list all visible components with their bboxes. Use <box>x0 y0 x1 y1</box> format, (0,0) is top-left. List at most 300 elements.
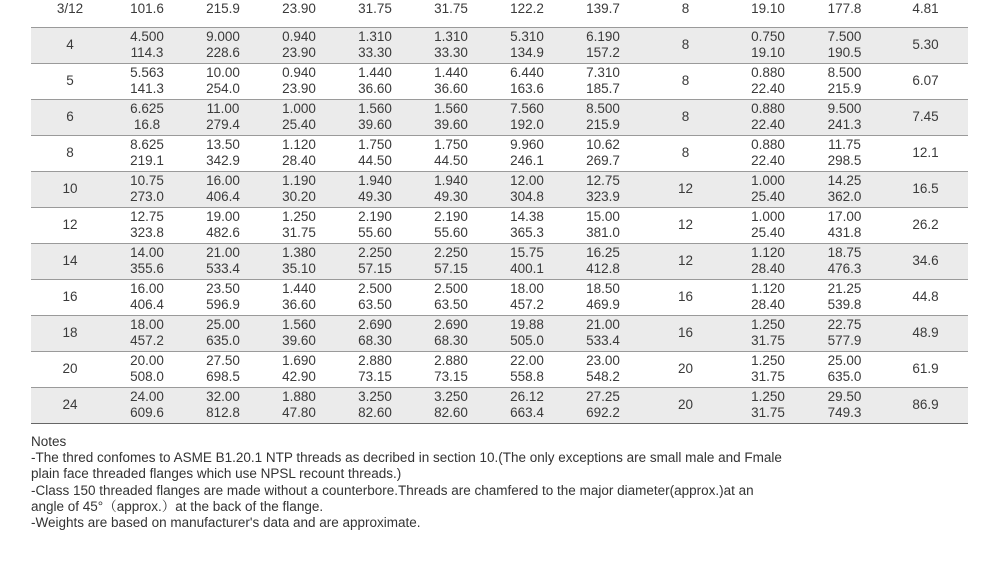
outside-diameter-pipe-cell <box>109 243 185 279</box>
value-mm: 25.40 <box>751 189 785 204</box>
weight-cell: 4.81 <box>883 0 968 27</box>
value-inch: 0.940 <box>282 65 316 80</box>
nominal-pipe-size-cell: 10 <box>31 171 109 207</box>
hub-length-cell <box>337 135 413 171</box>
nominal-pipe-size-cell: 5 <box>31 63 109 99</box>
hub-diameter-cell <box>489 351 565 387</box>
bolt-holes-count-cell: 12 <box>641 243 730 279</box>
value-inch: 1.690 <box>282 353 316 368</box>
raised-face-diameter-cell <box>565 171 641 207</box>
value-mm: 42.90 <box>282 369 316 384</box>
weight-cell: 5.30 <box>883 27 968 63</box>
value-inch: 122.2 <box>510 0 544 16</box>
value-mm: 215.9 <box>827 81 862 96</box>
value-inch: 1.250 <box>751 317 785 332</box>
value-inch: 14.25 <box>827 173 862 188</box>
value-inch: 2.500 <box>434 281 468 296</box>
value-mm: 431.8 <box>827 225 862 240</box>
nominal-pipe-size-cell: 3/12 <box>31 0 109 27</box>
nominal-pipe-size-cell: 18 <box>31 315 109 351</box>
value-inch: 1.940 <box>358 173 392 188</box>
bolt-holes-count-cell: 20 <box>641 387 730 423</box>
value-inch: 1.880 <box>282 389 316 404</box>
raised-face-diameter-cell <box>565 387 641 423</box>
value-inch: 1.380 <box>282 245 316 260</box>
hub-diameter-cell <box>489 279 565 315</box>
value-mm: 22.40 <box>751 117 785 132</box>
table-row <box>31 0 968 27</box>
value-inch: 1.940 <box>434 173 468 188</box>
value-inch: 3.250 <box>434 389 468 404</box>
value-mm: 508.0 <box>130 369 164 384</box>
table-row <box>31 243 968 279</box>
bolt-circle-diameter-cell <box>806 63 883 99</box>
weight-cell: 48.9 <box>883 315 968 351</box>
thread-length-cell <box>413 27 489 63</box>
bolt-circle-diameter-cell <box>806 171 883 207</box>
hub-diameter-cell <box>489 207 565 243</box>
value-inch: 2.880 <box>434 353 468 368</box>
value-inch: 1.120 <box>751 281 785 296</box>
bolt-holes-count-cell: 12 <box>641 171 730 207</box>
note-line: -The thred confomes to ASME B1.20.1 NTP threads as decribed in section 10.(The only exceptions are small male and Fmale <box>31 450 782 466</box>
value-mm: 812.8 <box>206 405 240 420</box>
outside-diameter-pipe-cell <box>109 0 185 27</box>
outside-diameter-pipe-cell <box>109 99 185 135</box>
value-mm: 381.0 <box>586 225 620 240</box>
bolt-circle-diameter-cell <box>806 243 883 279</box>
bolt-hole-diameter-cell <box>730 279 806 315</box>
hub-length-cell <box>337 351 413 387</box>
value-inch: 177.8 <box>827 0 862 16</box>
value-mm: 36.60 <box>434 81 468 96</box>
value-mm: 228.6 <box>206 45 240 60</box>
value-inch: 9.960 <box>510 137 544 152</box>
hub-length-cell <box>337 243 413 279</box>
weight-cell: 44.8 <box>883 279 968 315</box>
value-inch: 12.75 <box>586 173 620 188</box>
weight-cell: 86.9 <box>883 387 968 423</box>
value-mm: 22.40 <box>751 81 785 96</box>
value-inch: 15.75 <box>510 245 544 260</box>
outside-diameter-pipe-cell <box>109 135 185 171</box>
value-mm: 73.15 <box>434 369 468 384</box>
value-mm: 28.40 <box>751 261 785 276</box>
value-inch: 1.310 <box>358 29 392 44</box>
value-mm: 533.4 <box>206 261 240 276</box>
flange-thickness-cell <box>261 387 337 423</box>
value-mm: 68.30 <box>358 333 392 348</box>
bolt-holes-count-cell: 8 <box>641 27 730 63</box>
hub-length-cell <box>337 171 413 207</box>
value-mm: 635.0 <box>206 333 240 348</box>
outside-diameter-pipe-cell <box>109 315 185 351</box>
value-inch: 0.940 <box>282 29 316 44</box>
value-mm: 31.75 <box>282 225 316 240</box>
value-inch: 0.880 <box>751 65 785 80</box>
bolt-hole-diameter-cell <box>730 351 806 387</box>
value-mm: 663.4 <box>510 405 544 420</box>
value-inch: 3.250 <box>358 389 392 404</box>
value-mm: 192.0 <box>510 117 544 132</box>
value-inch: 1.310 <box>434 29 468 44</box>
value-inch: 1.000 <box>282 101 316 116</box>
value-mm: 28.40 <box>282 153 316 168</box>
value-mm: 55.60 <box>434 225 468 240</box>
value-mm: 304.8 <box>510 189 544 204</box>
flange-outside-diameter-cell <box>185 387 261 423</box>
value-inch: 1.440 <box>282 281 316 296</box>
outside-diameter-pipe-cell <box>109 351 185 387</box>
bolt-circle-diameter-cell <box>806 27 883 63</box>
value-inch: 1.560 <box>358 101 392 116</box>
value-inch: 18.75 <box>827 245 862 260</box>
flange-thickness-cell <box>261 171 337 207</box>
value-inch: 18.50 <box>586 281 620 296</box>
flange-thickness-cell <box>261 279 337 315</box>
value-inch: 12.75 <box>130 209 164 224</box>
value-inch: 18.00 <box>130 317 164 332</box>
hub-diameter-cell <box>489 63 565 99</box>
value-mm: 548.2 <box>586 369 620 384</box>
thread-length-cell <box>413 279 489 315</box>
thread-length-cell <box>413 207 489 243</box>
value-mm: 476.3 <box>827 261 862 276</box>
flange-outside-diameter-cell <box>185 279 261 315</box>
bolt-circle-diameter-cell <box>806 0 883 27</box>
flange-outside-diameter-cell <box>185 351 261 387</box>
nominal-pipe-size-cell: 6 <box>31 99 109 135</box>
value-mm: 533.4 <box>586 333 620 348</box>
bolt-hole-diameter-cell <box>730 0 806 27</box>
value-mm: 609.6 <box>130 405 164 420</box>
value-inch: 1.560 <box>434 101 468 116</box>
weight-cell: 26.2 <box>883 207 968 243</box>
value-mm: 49.30 <box>358 189 392 204</box>
raised-face-diameter-cell <box>565 279 641 315</box>
bolt-circle-diameter-cell <box>806 135 883 171</box>
hub-length-cell <box>337 27 413 63</box>
value-mm: 44.50 <box>434 153 468 168</box>
value-inch: 19.00 <box>206 209 240 224</box>
value-mm: 134.9 <box>510 45 544 60</box>
value-mm: 539.8 <box>827 297 862 312</box>
value-mm: 457.2 <box>510 297 544 312</box>
flange-outside-diameter-cell <box>185 207 261 243</box>
value-mm: 35.10 <box>282 261 316 276</box>
bolt-holes-count-cell: 8 <box>641 0 730 27</box>
value-inch: 20.00 <box>130 353 164 368</box>
value-inch: 19.10 <box>751 0 785 16</box>
raised-face-diameter-cell <box>565 0 641 27</box>
value-inch: 2.190 <box>434 209 468 224</box>
table-body <box>31 0 968 423</box>
value-mm: 692.2 <box>586 405 620 420</box>
weight-cell: 7.45 <box>883 99 968 135</box>
value-mm: 400.1 <box>510 261 544 276</box>
value-inch: 1.560 <box>282 317 316 332</box>
hub-length-cell <box>337 315 413 351</box>
value-inch: 2.500 <box>358 281 392 296</box>
bolt-circle-diameter-cell <box>806 387 883 423</box>
value-inch: 1.120 <box>751 245 785 260</box>
flange-thickness-cell <box>261 0 337 27</box>
notes-section <box>31 434 791 531</box>
table-row <box>31 135 968 171</box>
value-inch: 23.00 <box>586 353 620 368</box>
value-mm: 246.1 <box>510 153 544 168</box>
value-inch: 27.50 <box>206 353 240 368</box>
value-mm: 22.40 <box>751 153 785 168</box>
flange-thickness-cell <box>261 63 337 99</box>
thread-length-cell <box>413 0 489 27</box>
value-mm: 163.6 <box>510 81 544 96</box>
value-mm: 19.10 <box>751 45 785 60</box>
flange-outside-diameter-cell <box>185 135 261 171</box>
thread-length-cell <box>413 351 489 387</box>
value-mm: 190.5 <box>827 45 862 60</box>
value-inch: 0.880 <box>751 137 785 152</box>
value-inch: 29.50 <box>827 389 862 404</box>
value-inch: 8.500 <box>827 65 862 80</box>
thread-length-cell <box>413 135 489 171</box>
value-inch: 2.250 <box>434 245 468 260</box>
raised-face-diameter-cell <box>565 27 641 63</box>
outside-diameter-pipe-cell <box>109 387 185 423</box>
flange-thickness-cell <box>261 27 337 63</box>
value-mm: 36.60 <box>282 297 316 312</box>
value-inch: 9.500 <box>827 101 862 116</box>
nominal-pipe-size-cell: 16 <box>31 279 109 315</box>
table-row <box>31 351 968 387</box>
value-inch: 1.250 <box>282 209 316 224</box>
value-inch: 1.750 <box>358 137 392 152</box>
value-inch: 19.88 <box>510 317 544 332</box>
value-mm: 457.2 <box>130 333 164 348</box>
table-row <box>31 27 968 63</box>
value-mm: 39.60 <box>434 117 468 132</box>
value-inch: 12.00 <box>510 173 544 188</box>
note-line: -Weights are based on manufacturer's data and are approximate. <box>31 515 421 531</box>
bolt-holes-count-cell: 12 <box>641 207 730 243</box>
value-inch: 11.00 <box>206 101 240 116</box>
nominal-pipe-size-cell: 20 <box>31 351 109 387</box>
value-mm: 273.0 <box>130 189 164 204</box>
value-mm: 73.15 <box>358 369 392 384</box>
thread-length-cell <box>413 315 489 351</box>
value-inch: 0.750 <box>751 29 785 44</box>
value-mm: 482.6 <box>206 225 240 240</box>
value-inch: 139.7 <box>586 0 620 16</box>
value-mm: 241.3 <box>827 117 862 132</box>
value-mm: 577.9 <box>827 333 862 348</box>
value-inch: 1.120 <box>282 137 316 152</box>
hub-diameter-cell <box>489 171 565 207</box>
value-mm: 749.3 <box>827 405 862 420</box>
value-inch: 215.9 <box>206 0 240 16</box>
value-mm: 355.6 <box>130 261 164 276</box>
value-inch: 6.440 <box>510 65 544 80</box>
value-mm: 269.7 <box>586 153 620 168</box>
value-mm: 558.8 <box>510 369 544 384</box>
nominal-pipe-size-cell: 24 <box>31 387 109 423</box>
value-mm: 28.40 <box>751 297 785 312</box>
bolt-holes-count-cell: 20 <box>641 351 730 387</box>
hub-diameter-cell <box>489 27 565 63</box>
flange-thickness-cell <box>261 351 337 387</box>
hub-length-cell <box>337 0 413 27</box>
value-inch: 1.440 <box>434 65 468 80</box>
flange-outside-diameter-cell <box>185 243 261 279</box>
bolt-circle-diameter-cell <box>806 351 883 387</box>
value-inch: 25.00 <box>206 317 240 332</box>
value-inch: 16.00 <box>130 281 164 296</box>
value-inch: 0.880 <box>751 101 785 116</box>
value-inch: 1.190 <box>282 173 316 188</box>
value-mm: 596.9 <box>206 297 240 312</box>
value-inch: 10.75 <box>130 173 164 188</box>
value-inch: 17.00 <box>827 209 862 224</box>
value-inch: 24.00 <box>130 389 164 404</box>
bolt-hole-diameter-cell <box>730 171 806 207</box>
bolt-hole-diameter-cell <box>730 63 806 99</box>
nominal-pipe-size-cell: 8 <box>31 135 109 171</box>
value-mm: 82.60 <box>358 405 392 420</box>
table-row <box>31 315 968 351</box>
bolt-holes-count-cell: 16 <box>641 279 730 315</box>
flange-outside-diameter-cell <box>185 171 261 207</box>
value-inch: 23.50 <box>206 281 240 296</box>
value-mm: 39.60 <box>282 333 316 348</box>
flange-outside-diameter-cell <box>185 99 261 135</box>
value-mm: 44.50 <box>358 153 392 168</box>
value-inch: 10.62 <box>586 137 620 152</box>
value-mm: 279.4 <box>206 117 240 132</box>
value-inch: 2.250 <box>358 245 392 260</box>
hub-diameter-cell <box>489 99 565 135</box>
value-inch: 14.38 <box>510 209 544 224</box>
weight-cell: 6.07 <box>883 63 968 99</box>
value-inch: 7.500 <box>827 29 862 44</box>
note-line: angle of 45°（approx.）at the back of the flange. <box>31 498 324 514</box>
value-inch: 5.563 <box>130 65 164 80</box>
bolt-holes-count-cell: 16 <box>641 315 730 351</box>
value-mm: 25.40 <box>282 117 316 132</box>
value-mm: 31.75 <box>751 369 785 384</box>
hub-length-cell <box>337 207 413 243</box>
value-inch: 23.90 <box>282 0 316 16</box>
value-inch: 101.6 <box>130 0 164 16</box>
hub-diameter-cell <box>489 387 565 423</box>
bolt-hole-diameter-cell <box>730 27 806 63</box>
value-mm: 33.30 <box>358 45 392 60</box>
hub-length-cell <box>337 99 413 135</box>
value-mm: 141.3 <box>130 81 164 96</box>
value-inch: 1.250 <box>751 389 785 404</box>
value-mm: 185.7 <box>586 81 620 96</box>
bolt-hole-diameter-cell <box>730 315 806 351</box>
value-mm: 215.9 <box>586 117 620 132</box>
value-inch: 2.690 <box>358 317 392 332</box>
hub-length-cell <box>337 63 413 99</box>
value-inch: 2.880 <box>358 353 392 368</box>
value-inch: 1.000 <box>751 209 785 224</box>
table-row <box>31 99 968 135</box>
value-mm: 33.30 <box>434 45 468 60</box>
thread-length-cell <box>413 63 489 99</box>
value-mm: 406.4 <box>130 297 164 312</box>
note-line: plain face threaded flanges which use NPSL recount threads.) <box>31 466 402 482</box>
flange-thickness-cell <box>261 99 337 135</box>
bolt-circle-diameter-cell <box>806 99 883 135</box>
thread-length-cell <box>413 387 489 423</box>
value-mm: 23.90 <box>282 81 316 96</box>
hub-diameter-cell <box>489 0 565 27</box>
value-inch: 8.625 <box>130 137 164 152</box>
bolt-circle-diameter-cell <box>806 279 883 315</box>
bolt-holes-count-cell: 8 <box>641 63 730 99</box>
flange-thickness-cell <box>261 243 337 279</box>
value-inch: 25.00 <box>827 353 862 368</box>
value-inch: 8.500 <box>586 101 620 116</box>
hub-diameter-cell <box>489 135 565 171</box>
value-inch: 4.500 <box>130 29 164 44</box>
bolt-holes-count-cell: 8 <box>641 99 730 135</box>
table-row <box>31 63 968 99</box>
value-mm: 49.30 <box>434 189 468 204</box>
raised-face-diameter-cell <box>565 207 641 243</box>
value-mm: 323.9 <box>586 189 620 204</box>
value-inch: 7.310 <box>586 65 620 80</box>
value-mm: 31.75 <box>751 333 785 348</box>
value-mm: 365.3 <box>510 225 544 240</box>
value-mm: 406.4 <box>206 189 240 204</box>
value-mm: 39.60 <box>358 117 392 132</box>
thread-length-cell <box>413 243 489 279</box>
value-inch: 31.75 <box>358 0 392 16</box>
weight-cell: 61.9 <box>883 351 968 387</box>
value-mm: 63.50 <box>358 297 392 312</box>
value-mm: 114.3 <box>130 45 164 60</box>
value-mm: 31.75 <box>751 405 785 420</box>
thread-length-cell <box>413 99 489 135</box>
value-inch: 6.190 <box>586 29 620 44</box>
outside-diameter-pipe-cell <box>109 27 185 63</box>
value-mm: 82.60 <box>434 405 468 420</box>
value-mm: 16.8 <box>133 117 161 132</box>
raised-face-diameter-cell <box>565 351 641 387</box>
bolt-hole-diameter-cell <box>730 243 806 279</box>
value-mm: 298.5 <box>827 153 862 168</box>
value-inch: 10.00 <box>206 65 240 80</box>
table-row <box>31 279 968 315</box>
value-inch: 6.625 <box>130 101 164 116</box>
value-mm: 254.0 <box>206 81 240 96</box>
nominal-pipe-size-cell: 4 <box>31 27 109 63</box>
raised-face-diameter-cell <box>565 243 641 279</box>
bolt-circle-diameter-cell <box>806 207 883 243</box>
value-inch: 1.250 <box>751 353 785 368</box>
value-inch: 27.25 <box>586 389 620 404</box>
value-mm: 323.8 <box>130 225 164 240</box>
value-inch: 5.310 <box>510 29 544 44</box>
hub-length-cell <box>337 279 413 315</box>
value-mm: 63.50 <box>434 297 468 312</box>
raised-face-diameter-cell <box>565 63 641 99</box>
value-inch: 26.12 <box>510 389 544 404</box>
value-inch: 2.690 <box>434 317 468 332</box>
weight-cell: 16.5 <box>883 171 968 207</box>
